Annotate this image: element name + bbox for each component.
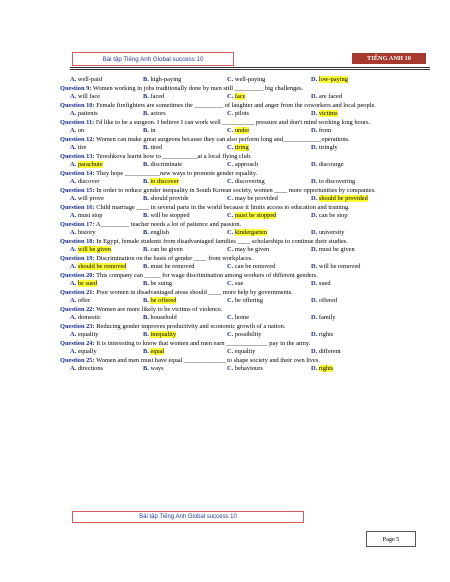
answer-option[interactable] [227,263,311,272]
answer-option[interactable] [311,161,411,170]
option-text: be sued [77,280,98,287]
option-letter: C. [227,246,234,253]
question-text: This company can _____ for wage discrimination among workers of different genders. [94,271,318,279]
option-letter: B. [143,331,149,338]
option-text: tire [77,144,87,151]
question-text: Tereshkova learnt how to ___________at a local flying club. [94,152,252,160]
option-text: to discover [150,178,179,185]
answer-options-row [60,229,420,238]
footer-title: Bài tập Tiếng Anh Global success 10 [72,511,304,523]
question-prompt [60,340,420,349]
option-letter: D. [311,212,318,219]
question-text: In Egypt, female students from disadvantaged families ____ scholarships to continue their studies. [94,237,348,245]
option-text: may be given [234,246,270,253]
option-letter: C. [227,161,234,168]
answer-option[interactable] [311,297,411,306]
option-text: be offered [150,297,177,304]
option-text: in [150,127,156,134]
answer-option[interactable] [60,212,143,221]
answer-options-row [60,246,420,255]
option-text: discourge [318,161,344,168]
answer-option[interactable] [143,280,227,289]
option-text: will be given [77,246,112,253]
answer-option[interactable] [311,110,411,119]
answer-option[interactable] [311,178,411,187]
option-text: are faced [318,93,343,100]
option-letter: B. [143,212,149,219]
option-text: parachute [77,161,103,168]
option-letter: B. [143,127,149,134]
answer-option[interactable] [311,195,411,204]
option-text: tired [150,144,163,151]
answer-options-row [60,365,420,374]
option-letter: C. [227,212,234,219]
option-text: should be provided [318,195,368,202]
option-letter: B. [143,246,149,253]
option-letter: C. [227,93,234,100]
option-letter: D. [311,365,318,372]
answer-options-row [60,144,420,153]
option-text: directions [77,365,104,372]
option-letter: D. [311,297,318,304]
option-letter: A. [70,348,77,355]
question-prompt [60,255,420,264]
question-number: Question 22: [60,305,95,313]
option-text: can be removed [234,263,276,270]
option-text: high-paying [150,76,182,83]
option-letter: B. [143,348,149,355]
question-number: Question 15: [60,186,95,194]
option-letter: B. [143,195,149,202]
answer-option[interactable] [311,127,411,136]
option-letter: A. [70,229,77,236]
question-text: Women working in jobs traditionally done by men still _________ big challenges. [91,84,304,92]
option-text: home [234,314,250,321]
answer-options-row [60,297,420,306]
option-text: must stop [77,212,103,219]
option-letter: A. [70,127,77,134]
answer-option[interactable] [311,314,411,323]
question-number: Question 14: [60,169,95,177]
question-number: Question 21: [60,288,95,296]
option-text: equality [234,348,256,355]
answer-option[interactable] [143,76,227,85]
answer-option[interactable] [311,365,411,374]
answer-option[interactable] [60,93,143,102]
answer-option[interactable] [227,314,311,323]
answer-option[interactable] [143,331,227,340]
question-prompt [60,272,420,281]
question-text: Reducing gender improves productivity and economic growth of a nation. [94,322,286,330]
option-letter: B. [143,161,149,168]
answer-options-row [60,178,420,187]
option-letter: C. [227,365,234,372]
option-text: domestic [77,314,101,321]
option-text: can be stop [318,212,348,219]
option-letter: A. [70,280,77,287]
answer-option[interactable] [60,263,143,272]
option-letter: C. [227,263,234,270]
question-prompt [60,306,420,315]
answer-option[interactable] [143,263,227,272]
option-letter: C. [227,280,234,287]
option-letter: A. [70,178,77,185]
answer-option[interactable] [311,229,411,238]
option-letter: D. [311,93,318,100]
answer-option[interactable] [311,76,411,85]
option-letter: B. [143,314,149,321]
answer-option[interactable] [60,229,143,238]
answer-option[interactable] [311,144,411,153]
option-text: tiring [234,144,249,151]
question-number: Question 18: [60,237,95,245]
option-letter: D. [311,229,318,236]
option-text: family [318,314,336,321]
answer-options-row [60,127,420,136]
option-letter: A. [70,212,77,219]
option-text: sue [234,280,244,287]
option-letter: C. [227,314,234,321]
option-text: ways [150,365,164,372]
answer-option[interactable] [227,93,311,102]
question-prompt [60,238,420,247]
option-letter: D. [311,314,318,321]
option-text: under [234,127,250,134]
question-number: Question 12: [60,135,95,143]
answer-option[interactable] [311,212,411,221]
option-letter: B. [143,110,149,117]
answer-option[interactable] [311,93,411,102]
option-text: university [318,229,345,236]
question-text: Women can make great surgeons because they can also perform long and____________operations. [94,135,350,143]
option-letter: A. [70,297,77,304]
answer-option[interactable] [60,331,143,340]
question-text: Discrimination on the basis of gender ____ from workplaces. [94,254,253,262]
question-prompt [60,170,420,179]
option-text: sued [318,280,331,287]
answer-option[interactable] [143,229,227,238]
option-letter: C. [227,229,234,236]
option-letter: C. [227,348,234,355]
question-prompt [60,204,420,213]
question-text: They hope ___________new ways to promote gender equality. [94,169,258,177]
question-prompt [60,187,420,196]
option-text: behaviours [234,365,263,372]
option-text: face [234,93,246,100]
question-number: Question 10: [60,101,95,109]
question-number: Question 25: [60,356,95,364]
option-text: equally [77,348,97,355]
question-prompt [60,323,420,332]
option-letter: D. [311,348,318,355]
answer-option[interactable] [143,297,227,306]
answer-options-row [60,161,420,170]
answer-option[interactable] [143,93,227,102]
answer-option[interactable] [227,365,311,374]
header-title-right: TIẾNG ANH 10 [352,53,426,64]
option-letter: C. [227,195,234,202]
option-text: faced [150,93,165,100]
option-text: must be stopped [234,212,277,219]
option-text: low-paying [318,76,348,83]
answer-option[interactable] [143,110,227,119]
option-text: can be given [150,246,183,253]
question-8-options [60,76,420,85]
answer-option[interactable] [143,195,227,204]
option-letter: D. [311,263,318,270]
answer-options-row [60,331,420,340]
option-text: equal [150,348,165,355]
option-letter: D. [311,110,318,117]
question-number: Question 23: [60,322,95,330]
answer-option[interactable] [60,246,143,255]
option-text: inequality [150,331,177,338]
question-prompt [60,102,420,111]
option-letter: A. [70,110,77,117]
question-number: Question 19: [60,254,95,262]
option-text: victims [318,110,338,117]
option-text: actors [150,110,166,117]
answer-option[interactable] [227,127,311,136]
answer-option[interactable] [227,144,311,153]
answer-option[interactable] [227,110,311,119]
answer-option[interactable] [311,331,411,340]
question-text: Female firefighters are sometimes the _________ of laughter and anger from the coworkers and local people. [94,101,376,109]
option-text: will be stopped [150,212,190,219]
option-text: be suing [150,280,172,287]
option-text: offered [318,297,338,304]
answer-option[interactable] [60,348,143,357]
question-prompt [60,289,420,298]
answer-option[interactable] [143,314,227,323]
question-prompt [60,85,420,94]
answer-option[interactable] [143,178,227,187]
option-text: on [77,127,85,134]
option-text: approach [234,161,259,168]
option-letter: D. [311,280,318,287]
option-letter: D. [311,161,318,168]
answer-option[interactable] [60,110,143,119]
answer-option[interactable] [227,229,311,238]
question-prompt [60,221,420,230]
question-number: Question 9: [60,84,92,92]
answer-option[interactable] [227,178,311,187]
option-text: patients [77,110,98,117]
option-letter: B. [143,76,149,83]
option-text: will prove [77,195,104,202]
option-letter: A. [70,246,77,253]
question-number: Question 24: [60,339,95,347]
answer-options-row [60,348,420,357]
answer-option[interactable] [311,263,411,272]
question-list [60,76,420,374]
option-text: different [318,348,341,355]
answer-option[interactable] [60,195,143,204]
option-letter: A. [70,365,77,372]
answer-options-row [60,314,420,323]
answer-options-row [60,280,420,289]
option-letter: B. [143,280,149,287]
answer-options-row [60,93,420,102]
answer-option[interactable] [227,195,311,204]
answer-options-row [60,212,420,221]
question-number: Question 16: [60,203,95,211]
option-letter: C. [227,178,234,185]
answer-option[interactable] [143,348,227,357]
option-letter: B. [143,263,149,270]
header-title-left: Bài tập Tiếng Anh Global success 10 [72,52,234,66]
option-letter: A. [70,144,77,151]
answer-option[interactable] [60,127,143,136]
option-letter: B. [143,297,149,304]
header-divider-secondary [70,69,430,70]
option-letter: C. [227,331,234,338]
answer-option[interactable] [60,314,143,323]
option-text: should provide [150,195,189,202]
option-text: be offering [234,297,263,304]
option-text: kindergarten [234,229,268,236]
option-letter: A. [70,93,77,100]
option-text: tiringly [318,144,338,151]
question-prompt [60,119,420,128]
option-letter: D. [311,76,318,83]
question-text: In order to reduce gender inequality in South Korean society, women ____ more opportunities by companies. [94,186,376,194]
question-text: Women and men must have equal _____________ to shape society and their own lives. [94,356,320,364]
answer-option[interactable] [227,331,311,340]
question-number: Question 11: [60,118,95,126]
question-text: Women are more likely to be victims of violence. [94,305,223,313]
answer-option[interactable] [60,365,143,374]
page-number: Page 5 [366,531,416,547]
answer-option[interactable] [311,348,411,357]
option-text: discriminate [150,161,183,168]
question-text: It is interesting to know that women and men earn _____________ pay in the army. [94,339,311,347]
answer-option[interactable] [143,365,227,374]
header-divider [70,67,430,68]
answer-options-row [60,195,420,204]
answer-option[interactable] [227,161,311,170]
option-letter: B. [143,144,149,151]
answer-option[interactable] [311,246,411,255]
answer-option[interactable] [227,246,311,255]
answer-options-row [60,263,420,272]
question-text: Child marriage ____ in several parts in the world because it limits access to education and training. [94,203,350,211]
option-letter: B. [143,229,149,236]
option-text: history [77,229,96,236]
question-number: Question 13: [60,152,95,160]
answer-option[interactable] [227,212,311,221]
option-letter: D. [311,127,318,134]
answer-option[interactable] [227,297,311,306]
answer-option[interactable] [60,297,143,306]
option-text: well-paying [234,76,266,83]
option-letter: C. [227,76,234,83]
option-text: may be provided [234,195,278,202]
option-letter: B. [143,365,149,372]
answer-option[interactable] [60,76,143,85]
option-text: equality [77,331,99,338]
question-text: Poor women in disadvantaged areas should ____ more help by governments. [94,288,293,296]
answer-option[interactable] [311,280,411,289]
question-prompt [60,153,420,162]
answer-option[interactable] [143,127,227,136]
option-letter: C. [227,127,234,134]
option-text: discovering [234,178,265,185]
option-letter: D. [311,331,318,338]
option-text: possibility [234,331,262,338]
answer-option[interactable] [60,280,143,289]
option-letter: D. [311,178,318,185]
answer-option[interactable] [143,212,227,221]
question-prompt [60,136,420,145]
option-text: household [150,314,177,321]
option-text: will be removed [318,263,361,270]
answer-option[interactable] [227,280,311,289]
option-text: must be given [318,246,355,253]
option-letter: C. [227,144,234,151]
answer-option[interactable] [143,246,227,255]
option-text: offer [77,297,91,304]
option-text: well-paid [77,76,102,83]
option-text: from [318,127,332,134]
option-letter: A. [70,195,77,202]
option-letter: A. [70,263,77,270]
option-text: rights [318,331,334,338]
question-number: Question 20: [60,271,95,279]
question-number: Question 17: [60,220,95,228]
answer-options-row [60,110,420,119]
option-letter: D. [311,195,318,202]
option-text: should be removed [77,263,127,270]
option-letter: A. [70,76,77,83]
option-text: english [150,229,169,236]
option-text: must be removed [150,263,195,270]
option-letter: B. [143,93,149,100]
option-letter: D. [311,246,318,253]
question-text: A_________ teacher needs a lot of patience and passion. [94,220,242,228]
answer-option[interactable] [60,178,143,187]
answer-option[interactable] [227,76,311,85]
option-text: to discovering [318,178,356,185]
answer-option[interactable] [227,348,311,357]
option-text: pilots [234,110,250,117]
option-letter: A. [70,314,77,321]
option-letter: C. [227,110,234,117]
option-letter: B. [143,178,149,185]
answer-option[interactable] [60,144,143,153]
option-letter: C. [227,297,234,304]
option-text: discover [77,178,100,185]
option-text: will face [77,93,101,100]
answer-option[interactable] [60,161,143,170]
answer-option[interactable] [143,161,227,170]
option-letter: A. [70,331,77,338]
question-text: I'd like to be a surgeon. I believe I can work well __________ pressure and don't mind working long hours. [94,118,371,126]
question-prompt [60,357,420,366]
option-letter: D. [311,144,318,151]
option-text: rights [318,365,334,372]
answer-option[interactable] [143,144,227,153]
option-letter: A. [70,161,77,168]
